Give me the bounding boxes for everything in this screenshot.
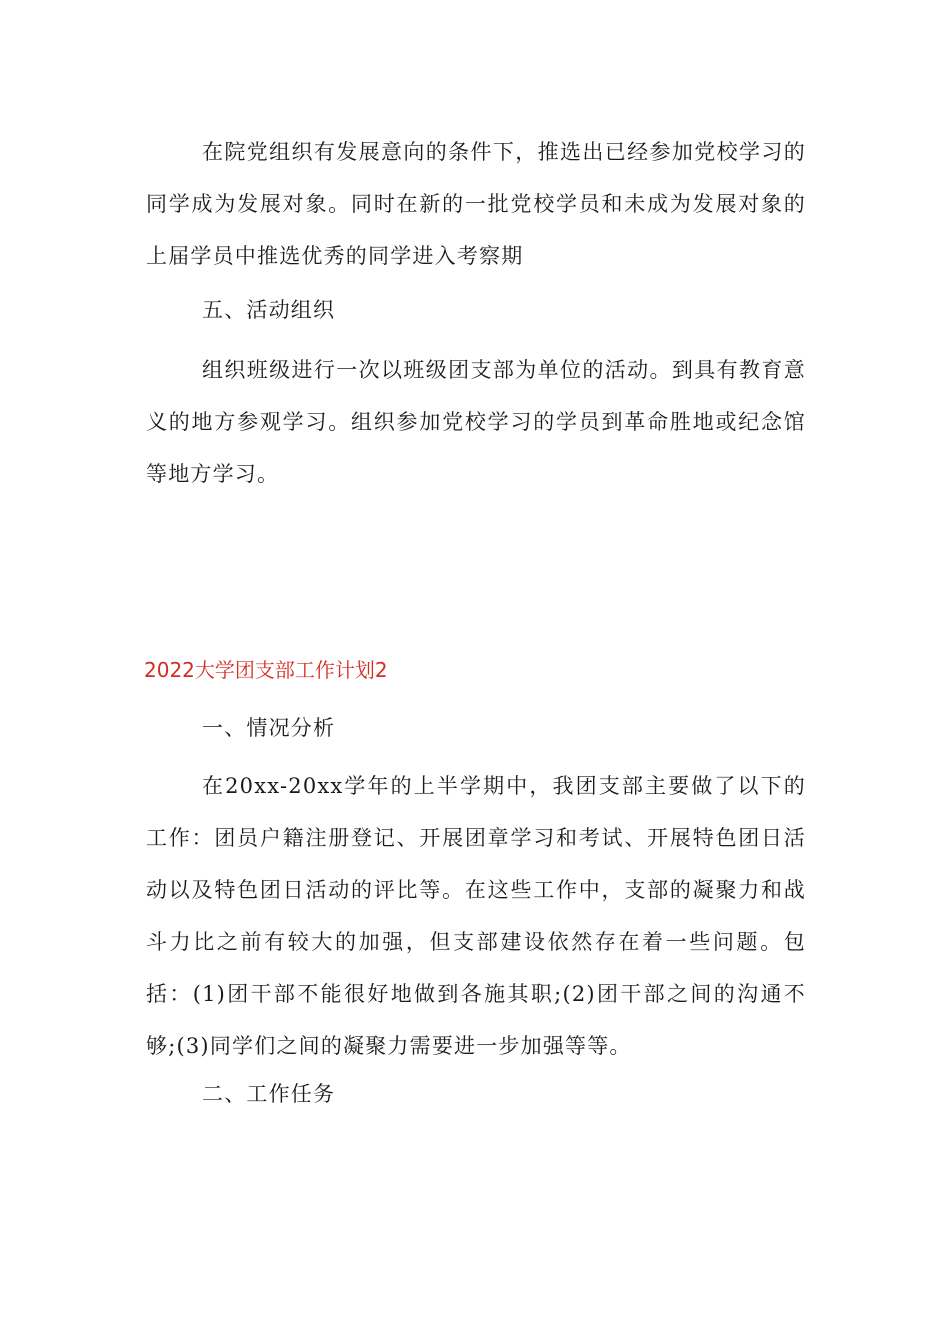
section-a-activities — [146, 344, 806, 500]
document-title: 2022大学团支部工作计划2 — [144, 658, 388, 682]
section-b-heading-1 — [146, 702, 806, 754]
section-a-body — [146, 126, 806, 282]
paragraph-situation-analysis: 在20xx-20xx学年的上半学期中，我团支部主要做了以下的工作：团员户籍注册登记、开展团章学习和考试、开展特色团日活动以及特色团日活动的评比等。在这些工作中，支部的凝聚力和战斗力比之前有较大的加强，但支部建设依然存在着一些问题。包括：(1)团干部不能很好地做到各施其职;(2)团干部之间的沟通不够;(3)同学们之间的凝聚力需要进一步加强等等。 — [146, 774, 806, 1058]
paragraph-development-targets: 在院党组织有发展意向的条件下，推选出已经参加党校学习的同学成为发展对象。同时在新的一批党校学员和未成为发展对象的上届学员中推选优秀的同学进入考察期 — [146, 140, 806, 268]
section-b-analysis — [146, 760, 806, 1072]
heading-activity-organization: 五、活动组织 — [202, 298, 336, 322]
section-a-heading — [146, 284, 806, 336]
heading-situation-analysis: 一、情况分析 — [202, 716, 336, 740]
section-b-heading-2 — [146, 1068, 806, 1120]
paragraph-activities: 组织班级进行一次以班级团支部为单位的活动。到具有教育意义的地方参观学习。组织参加党校学习的学员到革命胜地或纪念馆等地方学习。 — [146, 358, 806, 486]
heading-work-tasks: 二、工作任务 — [202, 1082, 336, 1106]
